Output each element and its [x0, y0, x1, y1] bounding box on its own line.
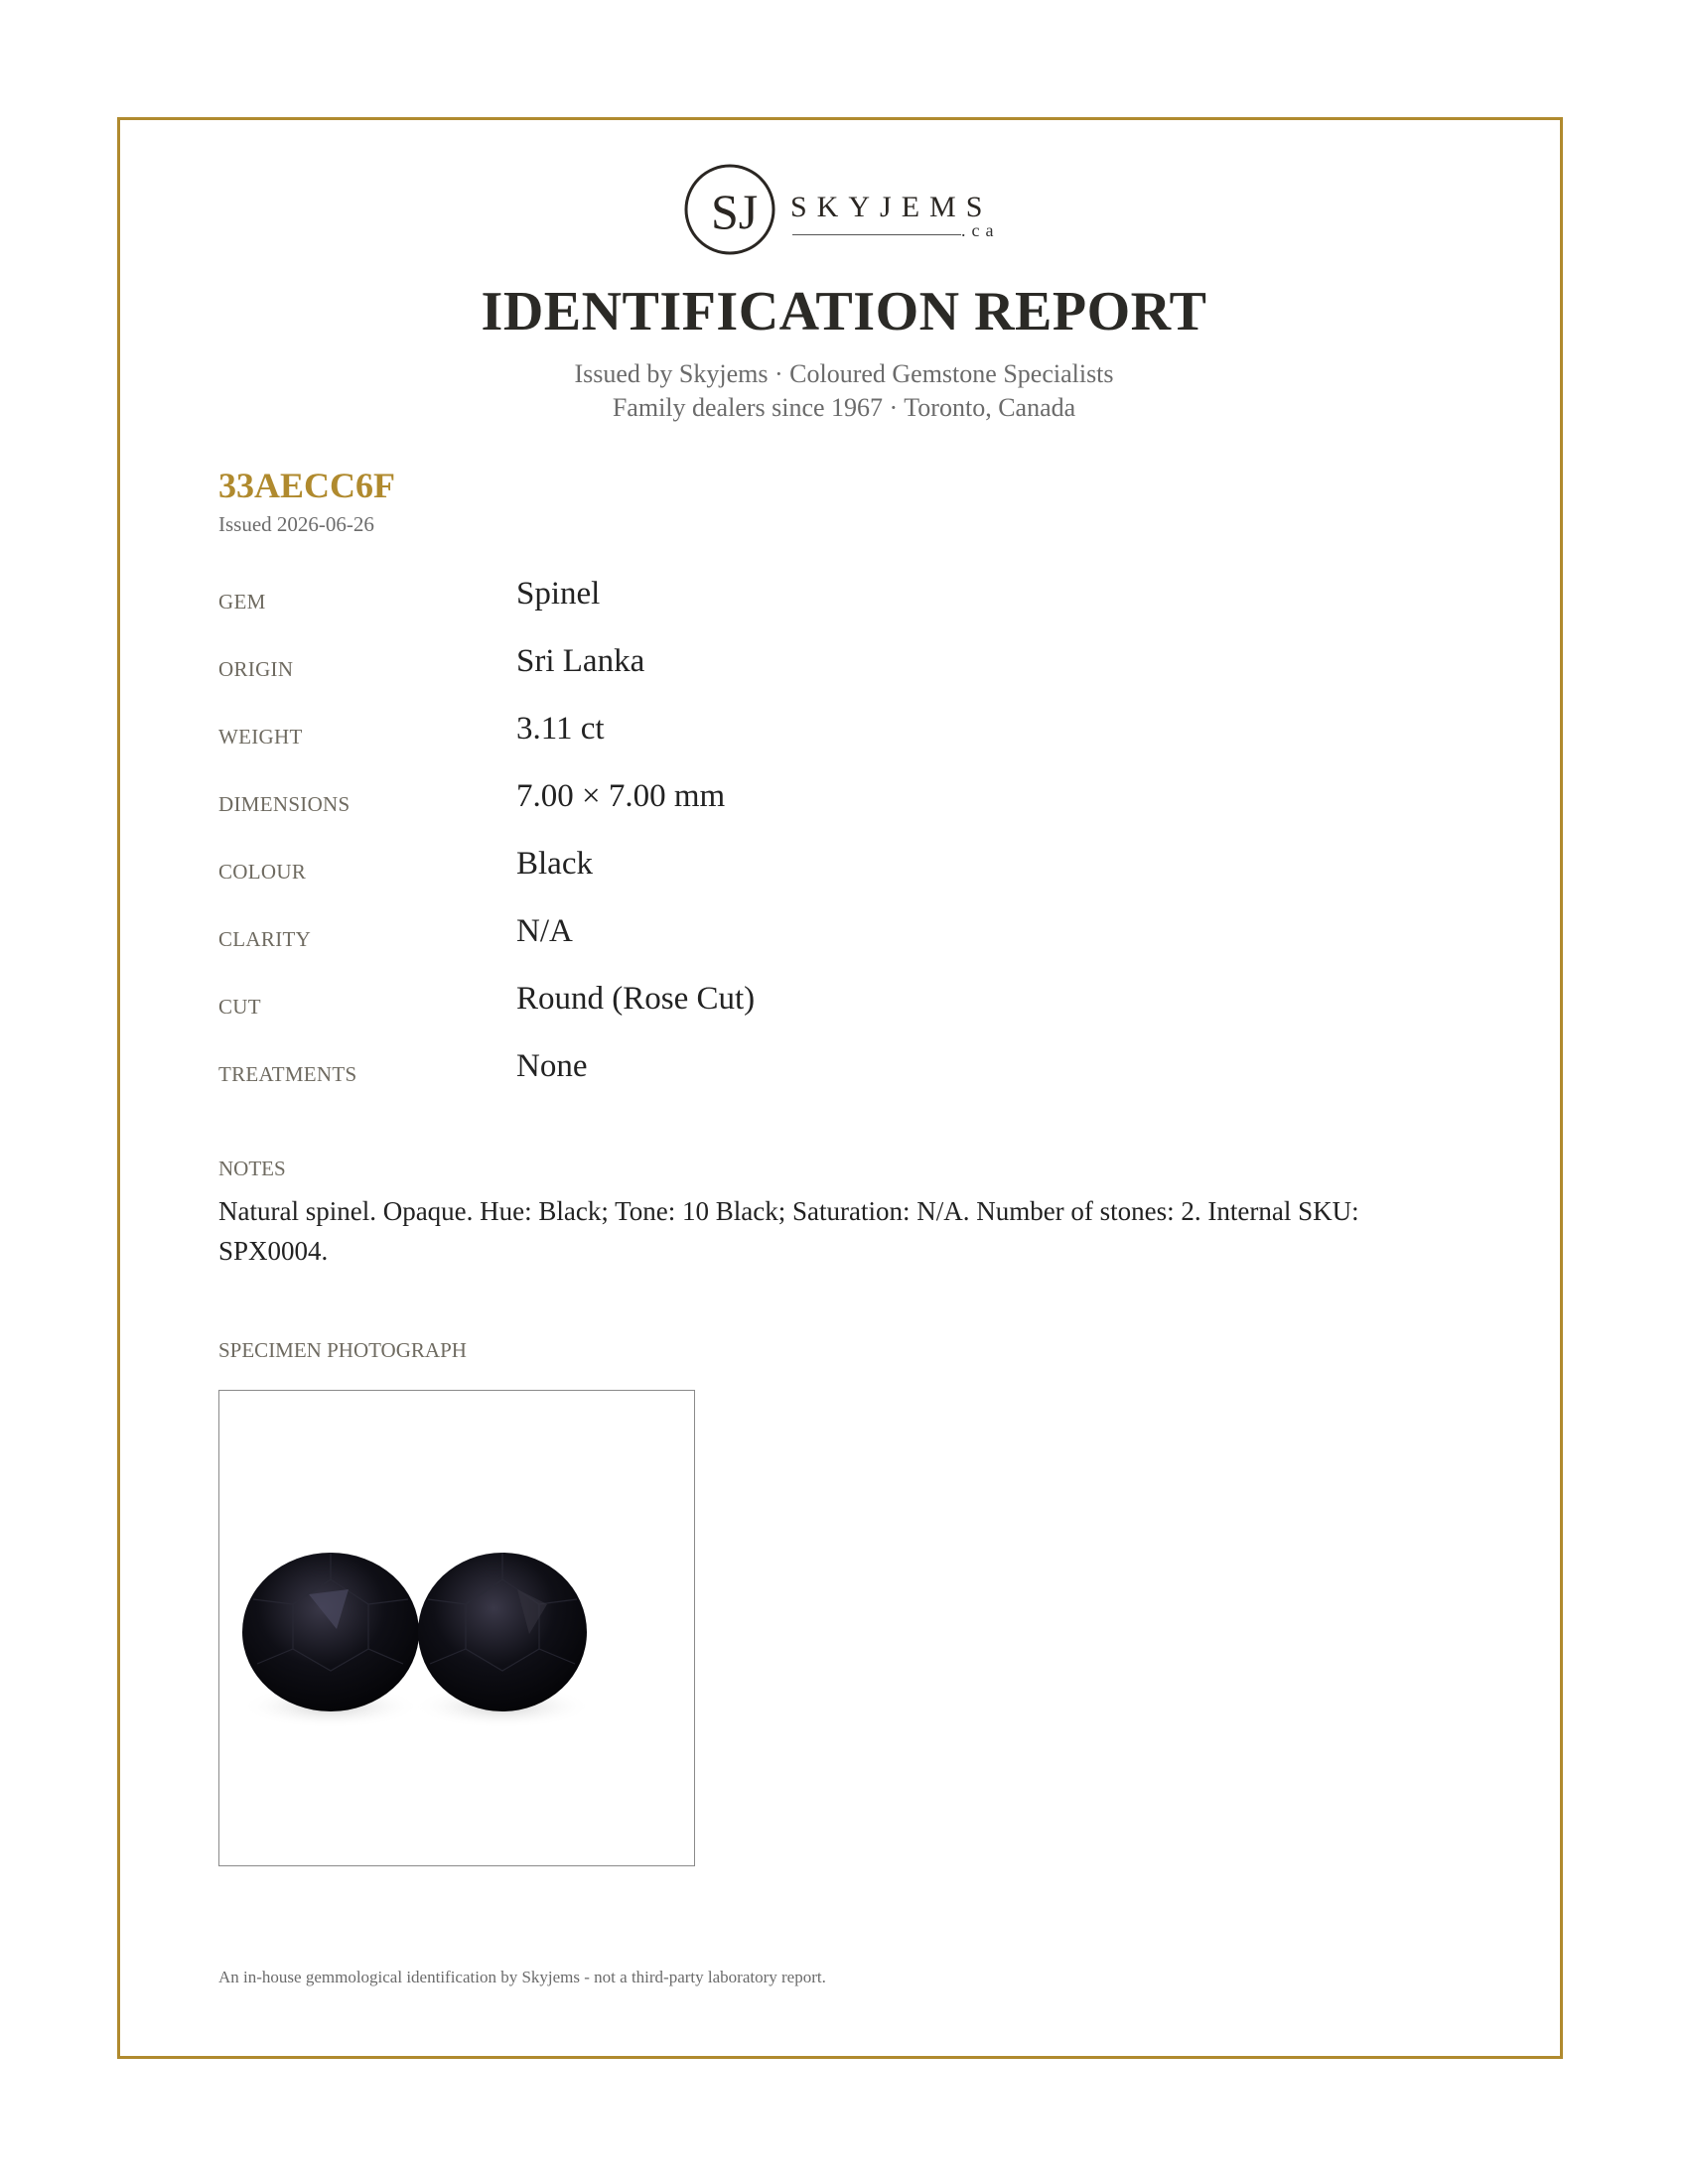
specimen-gemstones-image — [219, 1391, 693, 1864]
logo-rule — [792, 234, 961, 235]
brand-name: SKYJEMS — [790, 191, 993, 223]
specimen-photo — [218, 1390, 695, 1866]
disclaimer-footer: An in-house gemmological identification by Skyjems - not a third-party laboratory report. — [218, 1968, 826, 1986]
issued-date: Issued 2026-06-26 — [218, 512, 374, 536]
field-value: Sri Lanka — [516, 643, 645, 679]
field-value: N/A — [516, 913, 573, 949]
field-value: None — [516, 1048, 588, 1084]
photo-label: SPECIMEN PHOTOGRAPH — [218, 1338, 467, 1362]
field-row-dimensions — [218, 778, 1410, 818]
sj-monogram-icon — [683, 163, 776, 256]
field-value: Round (Rose Cut) — [516, 981, 756, 1017]
field-value: 7.00 × 7.00 mm — [516, 778, 726, 814]
subtitle-line-2: Family dealers since 1967 · Toronto, Canada — [612, 393, 1076, 422]
field-label: CUT — [218, 995, 261, 1019]
field-label: GEM — [218, 590, 266, 614]
field-row-cut — [218, 981, 1410, 1021]
field-label: ORIGIN — [218, 657, 294, 681]
svg-text:SJ: SJ — [711, 184, 759, 239]
field-label: DIMENSIONS — [218, 792, 351, 816]
report-id: 33AECC6F — [218, 466, 395, 505]
skyjems-logo — [683, 163, 1011, 262]
field-row-weight — [218, 711, 1410, 751]
notes-text: Natural spinel. Opaque. Hue: Black; Tone: 10 Black; Saturation: N/A. Number of stones: 2. Internal SKU: SPX0004. — [218, 1196, 1359, 1266]
notes-label: NOTES — [218, 1157, 286, 1180]
field-row-origin — [218, 643, 1410, 683]
field-label: WEIGHT — [218, 725, 303, 749]
field-label: TREATMENTS — [218, 1062, 357, 1086]
field-label: CLARITY — [218, 927, 312, 951]
field-row-treatments — [218, 1048, 1410, 1088]
subtitle-line-1: Issued by Skyjems · Coloured Gemstone Specialists — [574, 359, 1114, 388]
field-label: COLOUR — [218, 860, 307, 884]
field-value: Black — [516, 846, 593, 882]
field-value: Spinel — [516, 576, 601, 612]
field-value: 3.11 ct — [516, 711, 605, 747]
field-row-colour — [218, 846, 1410, 886]
brand-suffix: .ca — [961, 220, 1000, 240]
field-row-gem — [218, 576, 1410, 615]
field-row-clarity — [218, 913, 1410, 953]
report-title: IDENTIFICATION REPORT — [481, 281, 1207, 342]
